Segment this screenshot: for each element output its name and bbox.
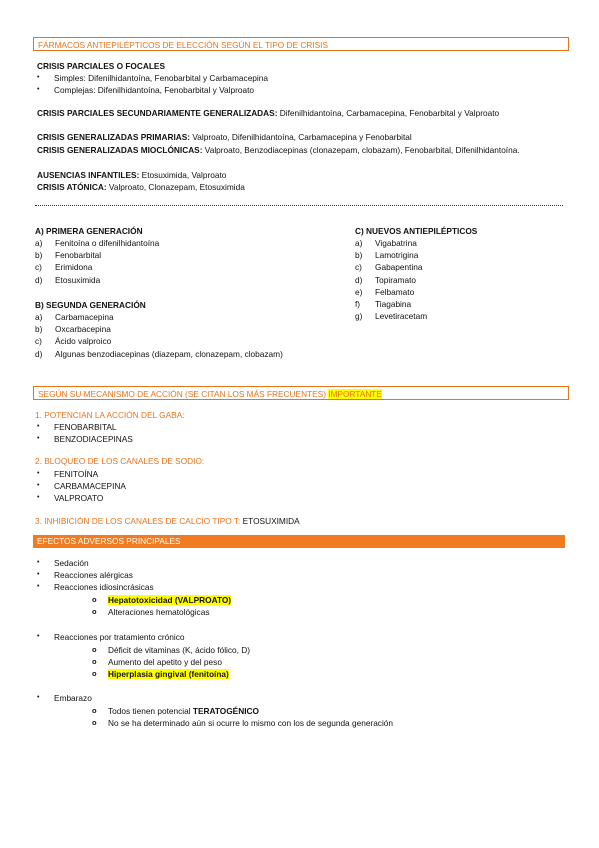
list-item [92,705,393,717]
list-item: • VALPROATO [37,492,126,504]
list-item: • BENZODIACEPINAS [37,433,133,445]
list-item [35,261,159,273]
gen-c-title: C) NUEVOS ANTIEPILÉPTICOS [355,226,478,236]
mech1-list [37,421,133,445]
list-marker: b) [355,250,363,261]
list-item [35,348,283,360]
list-text: Vigabatrina [375,238,417,248]
chronic-list [37,631,185,643]
list-text: Tiagabina [375,299,412,310]
highlighted-text: Hiperplasia gingival (fenitoína) [108,669,229,679]
list-marker: f) [355,299,361,310]
list-item [355,310,427,322]
list-marker: d) [35,348,43,359]
list-item: • FENITOÍNA [37,468,126,480]
crisis-text: Difenilhidantoína, Carbamacepina, Fenobarbital y Valproato [279,108,500,118]
section-header-mecanismo [33,386,569,400]
list-marker: e) [355,286,363,297]
gen-c-list [355,237,427,322]
chronic-sub-list [92,644,250,680]
mech2-title: 2. BLOQUEO DE LOS CANALES DE SODIO: [35,456,205,466]
list-text: Carbamacepina [55,312,114,322]
list-item [355,261,427,273]
crisis-label: CRISIS PARCIALES SECUNDARIAMENTE GENERALIZADAS: [37,108,278,118]
gen-a-title: A) PRIMERA GENERACIÓN [35,226,143,236]
highlighted-text: Hepatotoxicidad (VALPROATO) [108,595,232,605]
list-text: Levetiracetam [375,311,428,322]
crisis-text: Valproato, Difenilhidantoína, Carbamacepina y Fenobarbital [192,132,412,142]
mech1-title: 1. POTENCIAN LA ACCIÓN DEL GABA: [35,410,185,420]
list-item: • Sedación [37,557,154,569]
list-item: • Reacciones alérgicas [37,569,154,581]
list-item: • Reacciones idiosincrásicas [37,581,154,593]
preg-list [37,692,92,704]
idio-list [92,594,231,618]
gen-a-list [35,237,159,286]
crisis-sec-gen [37,108,561,119]
list-item: o Aumento del apetito y del peso [92,656,250,668]
list-item [355,274,427,286]
list-marker: c) [35,262,42,273]
mech3-text: ETOSUXIMIDA [242,516,300,526]
crisis-atonica [37,182,245,193]
list-item [35,323,283,335]
list-text: Oxcarbacepina [55,324,111,335]
list-item: o Alteraciones hematológicas [92,606,231,618]
list-marker: d) [35,274,43,285]
crisis-text: Etosuximida, Valproato [141,170,227,180]
list-item: o No se ha determinado aún si ocurre lo mismo con los de segunda generación [92,717,393,729]
list-text: Fenitoína o difenilhidantoína [55,238,160,248]
list-text: Erimidona [55,262,93,273]
adverse-list [37,557,154,594]
teratogenico-label: TERATOGÉNICO [192,706,259,716]
list-text: Fenobarbital [55,250,102,261]
list-item: • Reacciones por tratamiento crónico [37,631,185,643]
gen-b-list [35,311,283,360]
crisis-ausencias [37,170,226,181]
mech3-title: 3. INHIBICIÓN DE LOS CANALES DE CALCIO TIPO T: [35,516,241,526]
mech2-list [37,468,126,505]
section-header-tipo-crisis: FÁRMACOS ANTIEPILÉPTICOS DE ELECCIÓN SEGÚN EL TIPO DE CRISIS [33,37,569,51]
mech3 [35,516,300,527]
important-highlight: IMPORTANTE [328,389,382,399]
list-marker: a) [355,238,363,248]
preg-text: Todos tienen potencial [108,706,191,716]
list-item [355,286,427,298]
list-text: Gabapentina [375,262,423,273]
preg-sub-list [92,705,393,729]
header-text: SEGÚN SU MECANISMO DE ACCIÓN (SE CITAN LOS MÁS FRECUENTES) [38,389,326,399]
list-item [35,274,159,286]
list-marker: a) [35,238,43,248]
list-text: Topiramato [375,274,417,285]
focal-list [37,72,268,96]
crisis-label: CRISIS ATÓNICA: [37,182,107,192]
list-item [355,298,427,310]
gen-b-title: B) SEGUNDA GENERACIÓN [35,300,146,310]
crisis-primarias [37,132,412,143]
list-text: Felbamato [375,286,415,297]
crisis-mioclonicas [37,145,561,156]
list-item [35,249,159,261]
list-text: Algunas benzodiacepinas (diazepam, clonazepam, clobazam) [55,348,283,359]
list-marker: c) [355,262,362,273]
list-item [355,249,427,261]
section-header-efectos: EFECTOS ADVERSOS PRINCIPALES [33,535,565,548]
list-item [35,311,283,323]
list-item [92,668,250,680]
crisis-label: CRISIS GENERALIZADAS PRIMARIAS: [37,132,191,142]
dotted-divider [35,205,563,206]
list-item [355,237,427,249]
list-item: o Déficit de vitaminas (K, ácido fólico, D) [92,644,250,656]
list-item: • Simples: Difenilhidantoína, Fenobarbital y Carbamacepina [37,72,268,84]
crisis-text: Valproato, Benzodiacepinas (clonazepam, clobazam), Fenobarbital, Difenilhidantoína. [204,145,520,155]
list-marker: b) [35,250,43,261]
list-item [35,335,283,347]
list-item [35,237,159,249]
list-item [92,594,231,606]
list-marker: d) [355,274,363,285]
list-item: • FENOBARBITAL [37,421,133,433]
focal-title: CRISIS PARCIALES O FOCALES [37,61,165,71]
list-text: Ácido valproico [55,336,112,347]
list-marker: a) [35,312,43,322]
list-marker: b) [35,324,43,335]
list-marker: g) [355,311,363,322]
list-text: Lamotrigina [375,250,419,261]
crisis-label: AUSENCIAS INFANTILES: [37,170,140,180]
list-item: • CARBAMACEPINA [37,480,126,492]
list-item: • Embarazo [37,692,92,704]
list-item: • Complejas: Difenilhidantoína, Fenobarbital y Valproato [37,84,268,96]
crisis-label: CRISIS GENERALIZADAS MIOCLÓNICAS: [37,145,203,155]
list-marker: c) [35,336,42,347]
list-text: Etosuximida [55,274,101,285]
crisis-text: Valproato, Clonazepam, Etosuximida [108,182,245,192]
